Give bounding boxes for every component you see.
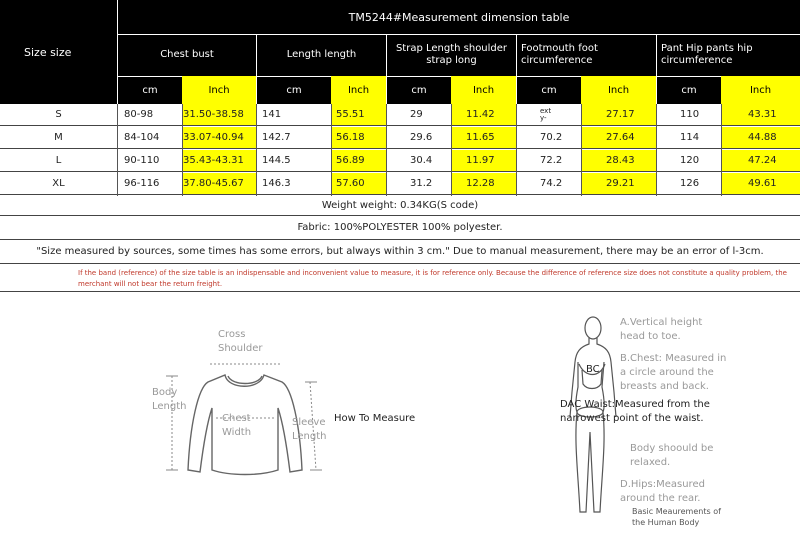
- hip-inch: 44.88: [722, 127, 800, 148]
- foot-cm: 72.2: [540, 155, 563, 166]
- foot-cm: 74.2: [540, 178, 563, 189]
- foot-inch: 28.43: [582, 150, 656, 171]
- return-warning: If the band (reference) of the size table is an indispensable and inconvenient value to measure, it is for reference only. Because the difference of reference size does not constitute a quality problem, the merchant will not bear the return freight.: [0, 264, 800, 292]
- chest-cm: 80-98: [124, 109, 154, 120]
- group-chest: Chest bust: [160, 49, 214, 60]
- strap-cm: 30.4: [410, 155, 433, 166]
- hip-cm: 120: [680, 155, 700, 166]
- fabric-line: Fabric: 100%POLYESTER 100% polyester.: [0, 216, 800, 240]
- label-sleeve-length: Sleeve Length: [292, 417, 327, 442]
- group-footmouth: Footmouth foot circumference: [521, 43, 598, 66]
- chest-inch: 37.80-45.67: [183, 173, 256, 194]
- hip-cm: 126: [680, 178, 700, 189]
- foot-cm: ext y-: [540, 106, 552, 122]
- basic-measurements-caption: Basic Meaurements of the Human Body: [632, 507, 721, 527]
- hip-cm: 110: [680, 109, 700, 120]
- label-chest-width: Chest Width: [222, 413, 252, 438]
- hip-inch: 49.61: [722, 173, 800, 194]
- group-strap: Strap Length shoulder strap long: [395, 43, 508, 66]
- size-cell: M: [54, 132, 63, 143]
- hip-cm: 114: [680, 132, 700, 143]
- size-cell: XL: [52, 178, 65, 189]
- length-cm: 144.5: [262, 155, 291, 166]
- foot-inch: 27.17: [582, 104, 656, 125]
- table-row: [0, 104, 800, 126]
- length-inch: 56.18: [332, 127, 386, 148]
- strap-cm: 29.6: [410, 132, 433, 143]
- strap-inch: 11.42: [452, 104, 516, 125]
- strap-cm: 29: [410, 109, 423, 120]
- bc-marker: BC: [586, 364, 600, 375]
- unit-inch: Inch: [182, 76, 256, 104]
- unit-inch: Inch: [451, 76, 516, 104]
- sweater-neckline: [228, 376, 262, 384]
- group-length: Length length: [286, 49, 357, 60]
- size-note: "Size measured by sources, some times has some errors, but always within 3 cm." Due to manual measurement, there may be an error of l-3cm.: [0, 240, 800, 264]
- foot-inch: 27.64: [582, 127, 656, 148]
- foot-cm: 70.2: [540, 132, 563, 143]
- unit-inch: Inch: [721, 76, 800, 104]
- length-inch: 57.60: [332, 173, 386, 194]
- group-hip: Pant Hip pants hip circumference: [661, 43, 753, 66]
- hip-inch: 47.24: [722, 150, 800, 171]
- table-row: [0, 127, 800, 149]
- length-cm: 141: [262, 109, 282, 120]
- unit-inch: Inch: [581, 76, 656, 104]
- length-cm: 142.7: [262, 132, 291, 143]
- unit-cm: cm: [541, 84, 557, 96]
- hip-inch: 43.31: [722, 104, 800, 125]
- size-cell: S: [55, 109, 62, 120]
- length-cm: 146.3: [262, 178, 291, 189]
- chest-cm: 96-116: [124, 178, 160, 189]
- unit-inch: Inch: [331, 76, 386, 104]
- note-d-hips: D.Hips:Measured around the rear.: [620, 479, 705, 504]
- table-row: [0, 150, 800, 172]
- strap-inch: 11.97: [452, 150, 516, 171]
- chest-inch: 35.43-43.31: [183, 150, 256, 171]
- length-inch: 56.89: [332, 150, 386, 171]
- label-body-length: Body Length: [152, 387, 187, 412]
- weight-line: Weight weight: 0.34KG(S code): [0, 196, 800, 216]
- length-inch: 55.51: [332, 104, 386, 125]
- unit-cm: cm: [411, 84, 427, 96]
- size-column-label: Size size: [24, 45, 72, 59]
- unit-cm: cm: [142, 84, 158, 96]
- size-cell: L: [55, 155, 62, 166]
- foot-inch: 29.21: [582, 173, 656, 194]
- unit-cm: cm: [681, 84, 697, 96]
- strap-inch: 12.28: [452, 173, 516, 194]
- unit-cm: cm: [286, 84, 302, 96]
- chest-cm: 90-110: [124, 155, 160, 166]
- chest-cm: 84-104: [124, 132, 160, 143]
- note-b-chest: B.Chest: Measured in a circle around the breasts and back.: [620, 353, 727, 392]
- note-relaxed: Body shoould be relaxed.: [630, 443, 714, 468]
- table-header: [0, 0, 800, 104]
- strap-inch: 11.65: [452, 127, 516, 148]
- label-cross-shoulder: Cross Shoulder: [218, 329, 263, 354]
- note-a-height: A.Vertical height head to toe.: [620, 317, 703, 342]
- how-to-measure-label: How To Measure: [334, 413, 416, 424]
- table-row: [0, 173, 800, 195]
- strap-cm: 31.2: [410, 178, 433, 189]
- note-c-waist: DAC Waist:Measured from the narrowest point of the waist.: [560, 399, 710, 424]
- head: [585, 317, 601, 339]
- table-title: TM5244#Measurement dimension table: [348, 10, 570, 24]
- chest-inch: 31.50-38.58: [183, 104, 256, 125]
- chest-inch: 33.07-40.94: [183, 127, 256, 148]
